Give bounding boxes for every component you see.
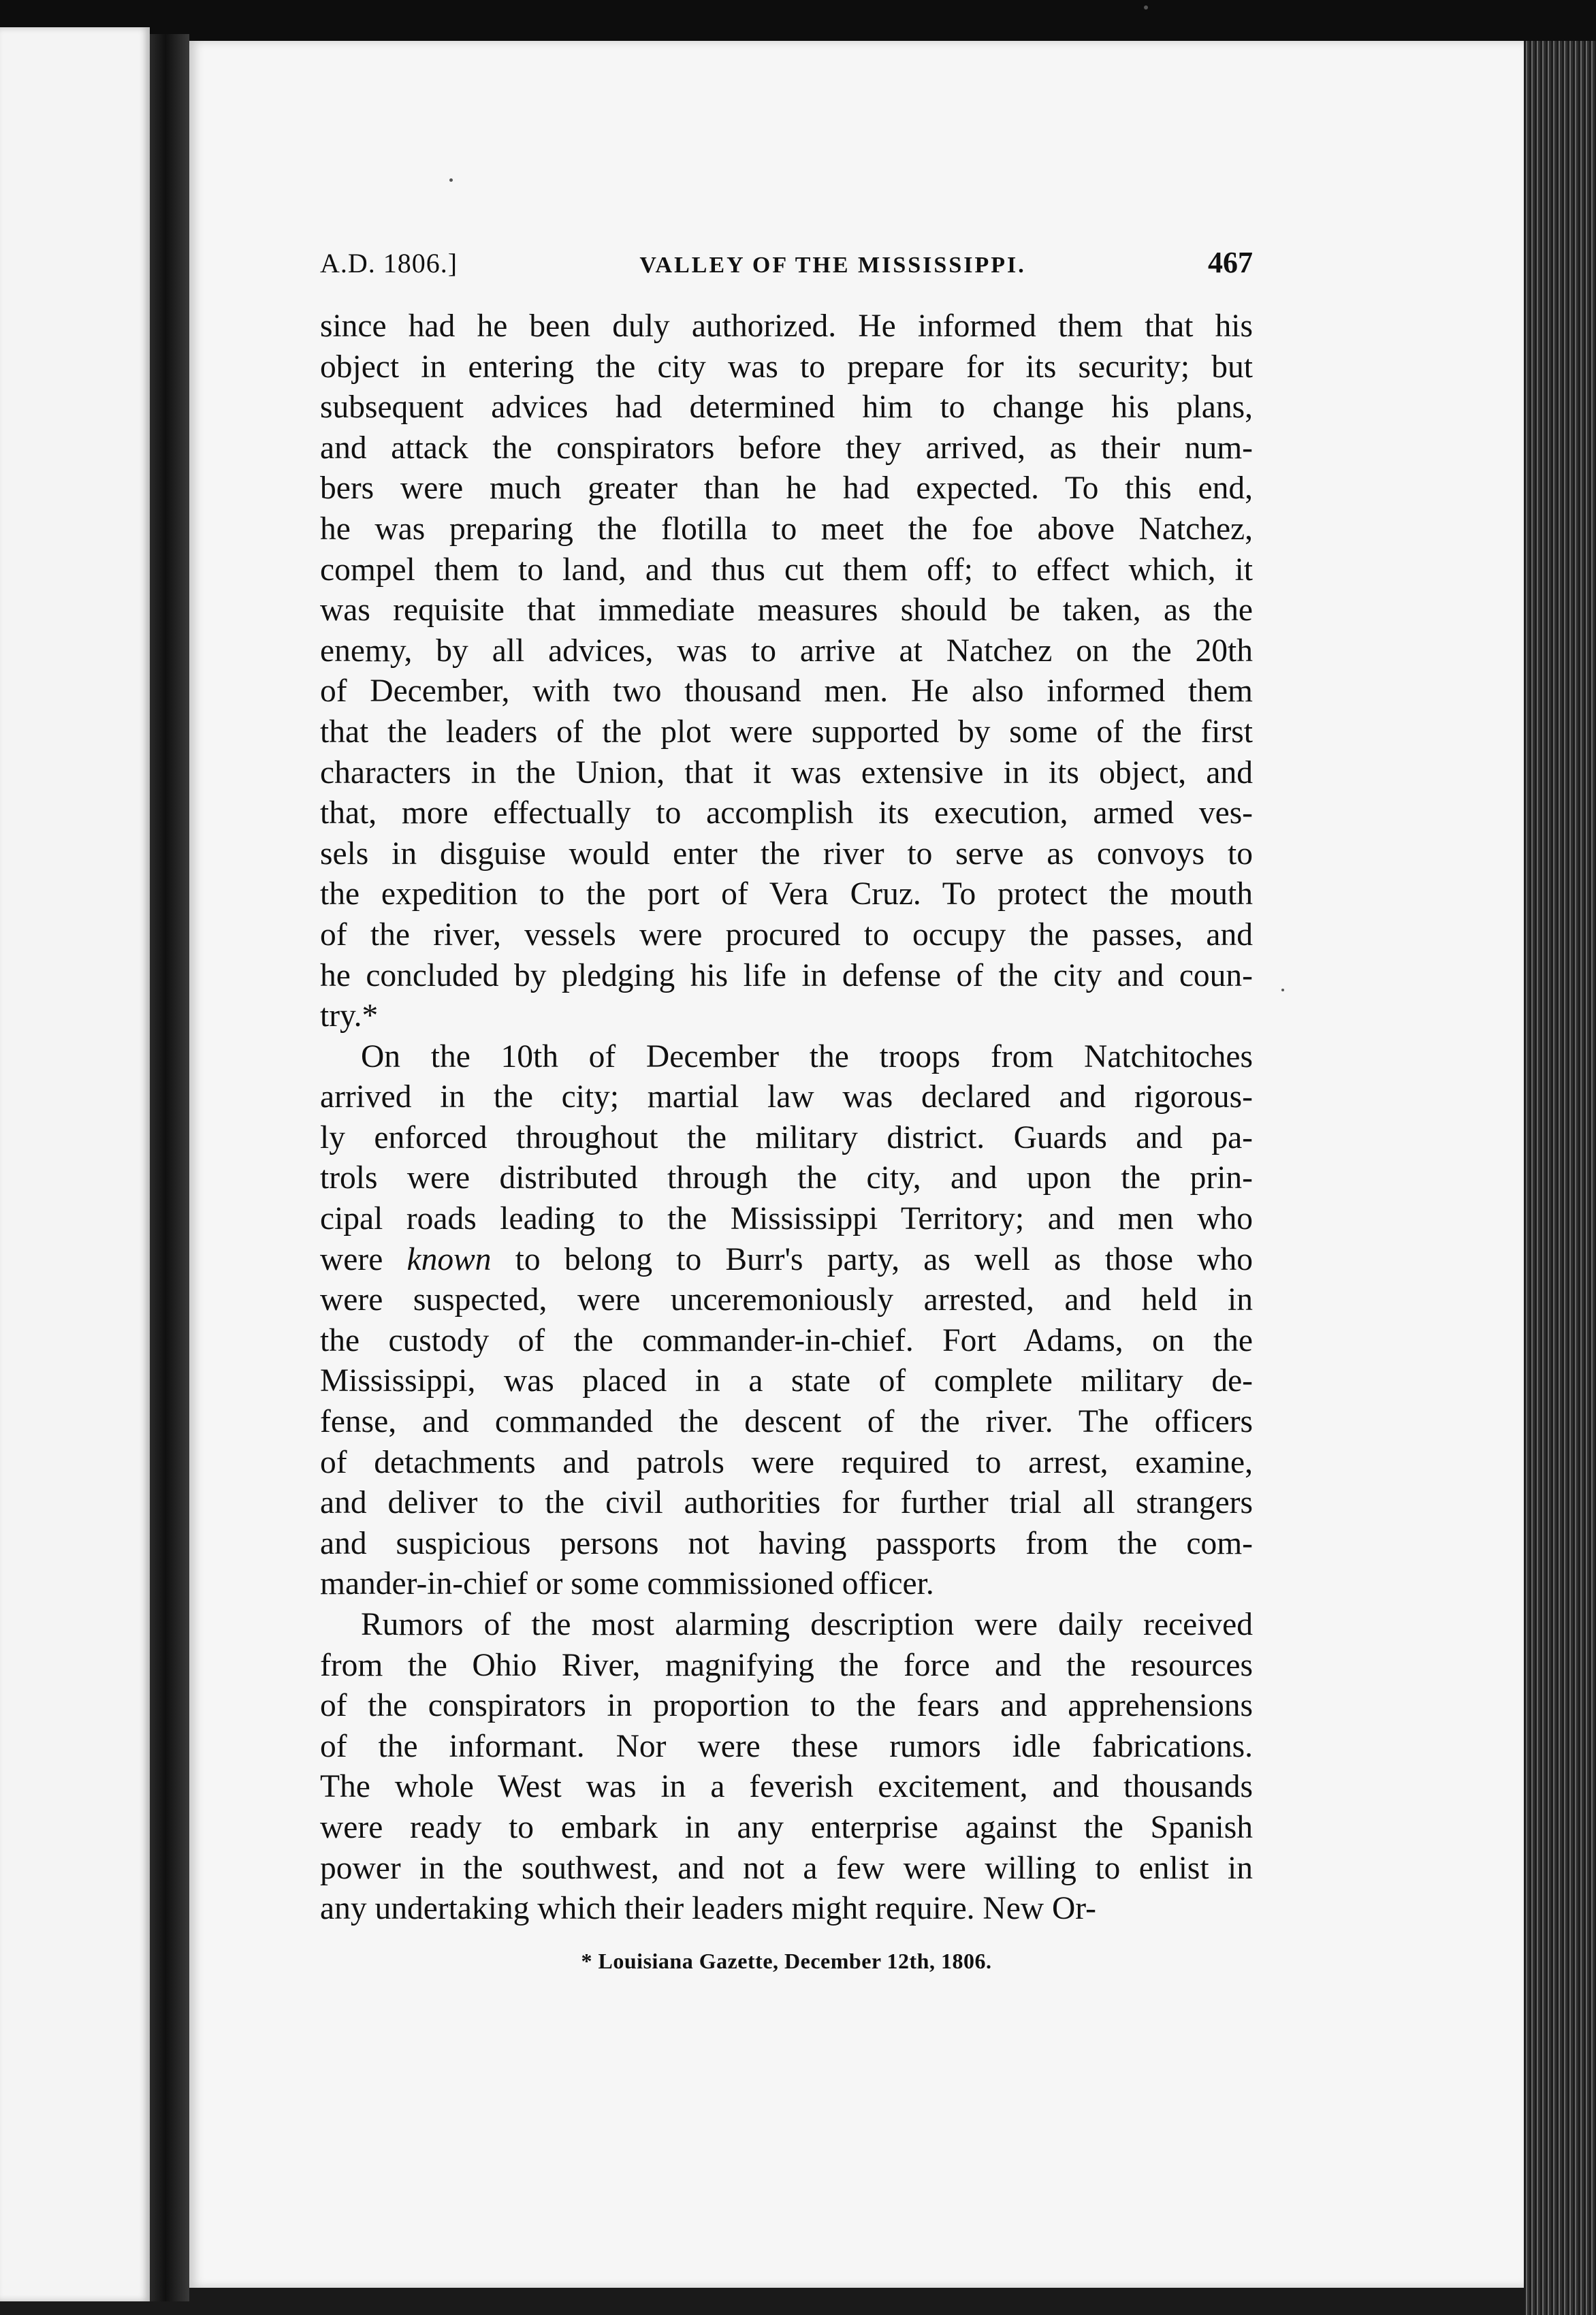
text-line: trols were distributed through the city, and upon the prin- bbox=[320, 1160, 1253, 1196]
text-line: ly enforced throughout the military district. Guards and pa- bbox=[320, 1119, 1253, 1155]
paragraph bbox=[320, 1605, 1253, 1930]
text-line: The whole West was in a feverish excitement, and thousands bbox=[320, 1769, 1253, 1805]
text-line: since had he been duly authorized. He informed them that his bbox=[320, 308, 1253, 344]
text-line: of detachments and patrols were required to arrest, examine, bbox=[320, 1444, 1253, 1480]
header-title: VALLEY OF THE MISSISSIPPI. bbox=[639, 253, 1026, 278]
text-line: of the conspirators in proportion to the fears and apprehensions bbox=[320, 1688, 1253, 1724]
text-line: arrived in the city; martial law was declared and rigorous- bbox=[320, 1079, 1253, 1115]
text-line: the custody of the commander-in-chief. Fort Adams, on the bbox=[320, 1322, 1253, 1358]
text-line: bers were much greater than he had expected. To this end, bbox=[320, 470, 1253, 507]
paragraph bbox=[320, 1037, 1253, 1605]
scan-speck bbox=[1281, 989, 1284, 991]
text-line: power in the southwest, and not a few were willing to enlist in bbox=[320, 1850, 1253, 1886]
body-text bbox=[320, 306, 1253, 1930]
text-line: cipal roads leading to the Mississippi Territory; and men who bbox=[320, 1201, 1253, 1237]
text-line: subsequent advices had determined him to change his plans, bbox=[320, 389, 1253, 426]
page-number: 467 bbox=[1207, 246, 1253, 279]
text-line: the expedition to the port of Vera Cruz. To protect the mouth bbox=[320, 876, 1253, 912]
text-line: of December, with two thousand men. He also informed them bbox=[320, 673, 1253, 709]
text-line: were suspected, were unceremoniously arrested, and held in bbox=[320, 1282, 1253, 1318]
text-line: were ready to embark in any enterprise against the Spanish bbox=[320, 1809, 1253, 1845]
text-line: that the leaders of the plot were supported by some of the first bbox=[320, 714, 1253, 750]
running-head bbox=[320, 245, 1253, 293]
text-line: and suspicious persons not having passports from the com- bbox=[320, 1525, 1253, 1561]
text-line: Rumors of the most alarming description were daily received bbox=[361, 1607, 1253, 1642]
text-line: and deliver to the civil authorities for further trial all strangers bbox=[320, 1485, 1253, 1521]
text-line: any undertaking which their leaders might require. New Or- bbox=[320, 1891, 1096, 1927]
text-line: sels in disguise would enter the river to serve as convoys to bbox=[320, 835, 1253, 872]
text-line: Mississippi, was placed in a state of complete military de- bbox=[320, 1363, 1253, 1399]
text-line: from the Ohio River, magnifying the force and the resources bbox=[320, 1647, 1253, 1683]
text-line: that, more effectually to accomplish its execution, armed ves- bbox=[320, 795, 1253, 831]
page-text-block bbox=[320, 245, 1253, 1974]
header-date: A.D. 1806.] bbox=[320, 248, 458, 278]
page-edges bbox=[1524, 41, 1596, 2315]
text-line: characters in the Union, that it was extensive in its object, and bbox=[320, 754, 1253, 791]
text-line: was requisite that immediate measures should be taken, as the bbox=[320, 592, 1253, 628]
text-line: On the 10th of December the troops from Natchitoches bbox=[361, 1038, 1253, 1074]
text-line: and attack the conspirators before they arrived, as their num- bbox=[320, 430, 1253, 466]
text-line: he concluded by pledging his life in defense of the city and coun- bbox=[320, 957, 1253, 993]
scan-speck bbox=[1144, 5, 1148, 10]
scan-border-top bbox=[0, 0, 1596, 41]
text-line: he was preparing the flotilla to meet the foe above Natchez, bbox=[320, 511, 1253, 547]
text-line: try.* bbox=[320, 998, 379, 1034]
text-line: object in entering the city was to prepare for its security; but bbox=[320, 349, 1253, 385]
footnote: * Louisiana Gazette, December 12th, 1806. bbox=[581, 1948, 992, 1973]
previous-page-edge bbox=[0, 27, 150, 2301]
paragraph bbox=[320, 306, 1253, 1037]
text-line: of the informant. Nor were these rumors idle fabrications. bbox=[320, 1728, 1253, 1764]
text-line: compel them to land, and thus cut them off; to effect which, it bbox=[320, 552, 1253, 588]
text-line: fense, and commanded the descent of the river. The officers bbox=[320, 1404, 1253, 1440]
text-line: enemy, by all advices, was to arrive at Natchez on the 20th bbox=[320, 633, 1253, 669]
text-line: were known to belong to Burr's party, as well as those who bbox=[320, 1241, 1253, 1277]
book-gutter bbox=[150, 34, 189, 2301]
text-line: of the river, vessels were procured to occupy the passes, and bbox=[320, 916, 1253, 953]
text-line: mander-in-chief or some commissioned officer. bbox=[320, 1566, 934, 1602]
scan-speck bbox=[449, 178, 453, 182]
